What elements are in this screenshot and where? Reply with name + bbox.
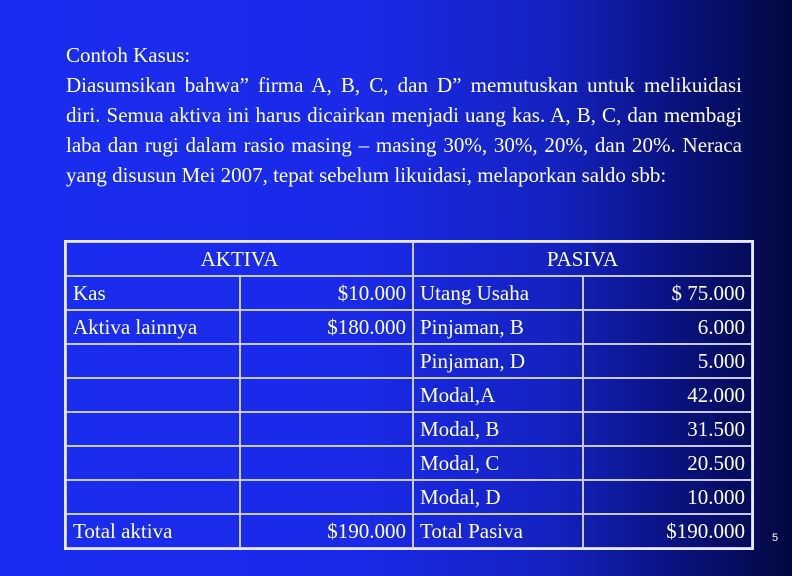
table-row — [66, 412, 752, 446]
total-pasiva-label: Total Pasiva — [413, 514, 583, 548]
pasiva-label: Modal, C — [413, 446, 583, 480]
aktiva-value: $180.000 — [240, 310, 413, 344]
aktiva-label — [66, 446, 240, 480]
pasiva-value: 20.500 — [583, 446, 752, 480]
intro-body: Diasumsikan bahwa” firma A, B, C, dan D” memutuskan untuk melikuidasi diri. Semua aktiva ini harus dicairkan menjadi uang kas. A, B, C, dan membagi laba dan rugi dalam rasio masing – masing 30%, 30%, 20%, dan 20%. Neraca yang disusun Mei 2007, tepat sebelum likuidasi, melaporkan saldo sbb: — [66, 73, 742, 187]
intro-text — [66, 40, 742, 190]
slide-number: 5 — [772, 532, 779, 544]
table-header-row — [66, 242, 752, 276]
pasiva-label: Modal, B — [413, 412, 583, 446]
total-aktiva-label: Total aktiva — [66, 514, 240, 548]
pasiva-value: 31.500 — [583, 412, 752, 446]
table-row — [66, 344, 752, 378]
pasiva-value: 42.000 — [583, 378, 752, 412]
table-row — [66, 276, 752, 310]
aktiva-header: AKTIVA — [66, 242, 413, 276]
aktiva-value — [240, 480, 413, 514]
aktiva-value — [240, 378, 413, 412]
aktiva-label — [66, 344, 240, 378]
table-row — [66, 310, 752, 344]
aktiva-value — [240, 412, 413, 446]
aktiva-label — [66, 378, 240, 412]
pasiva-label: Pinjaman, B — [413, 310, 583, 344]
pasiva-value: $ 75.000 — [583, 276, 752, 310]
pasiva-label: Modal,A — [413, 378, 583, 412]
balance-sheet-table — [64, 240, 754, 550]
total-pasiva-value: $190.000 — [583, 514, 752, 548]
pasiva-header: PASIVA — [413, 242, 752, 276]
table-row — [66, 378, 752, 412]
pasiva-label: Modal, D — [413, 480, 583, 514]
intro-heading: Contoh Kasus: — [66, 43, 191, 67]
aktiva-label: Aktiva lainnya — [66, 310, 240, 344]
aktiva-value — [240, 446, 413, 480]
aktiva-value: $10.000 — [240, 276, 413, 310]
pasiva-value: 10.000 — [583, 480, 752, 514]
total-aktiva-value: $190.000 — [240, 514, 413, 548]
aktiva-label — [66, 412, 240, 446]
aktiva-label — [66, 480, 240, 514]
aktiva-label: Kas — [66, 276, 240, 310]
table-total-row — [66, 514, 752, 548]
pasiva-label: Utang Usaha — [413, 276, 583, 310]
pasiva-value: 6.000 — [583, 310, 752, 344]
table-row — [66, 446, 752, 480]
pasiva-label: Pinjaman, D — [413, 344, 583, 378]
aktiva-value — [240, 344, 413, 378]
table-row — [66, 480, 752, 514]
pasiva-value: 5.000 — [583, 344, 752, 378]
